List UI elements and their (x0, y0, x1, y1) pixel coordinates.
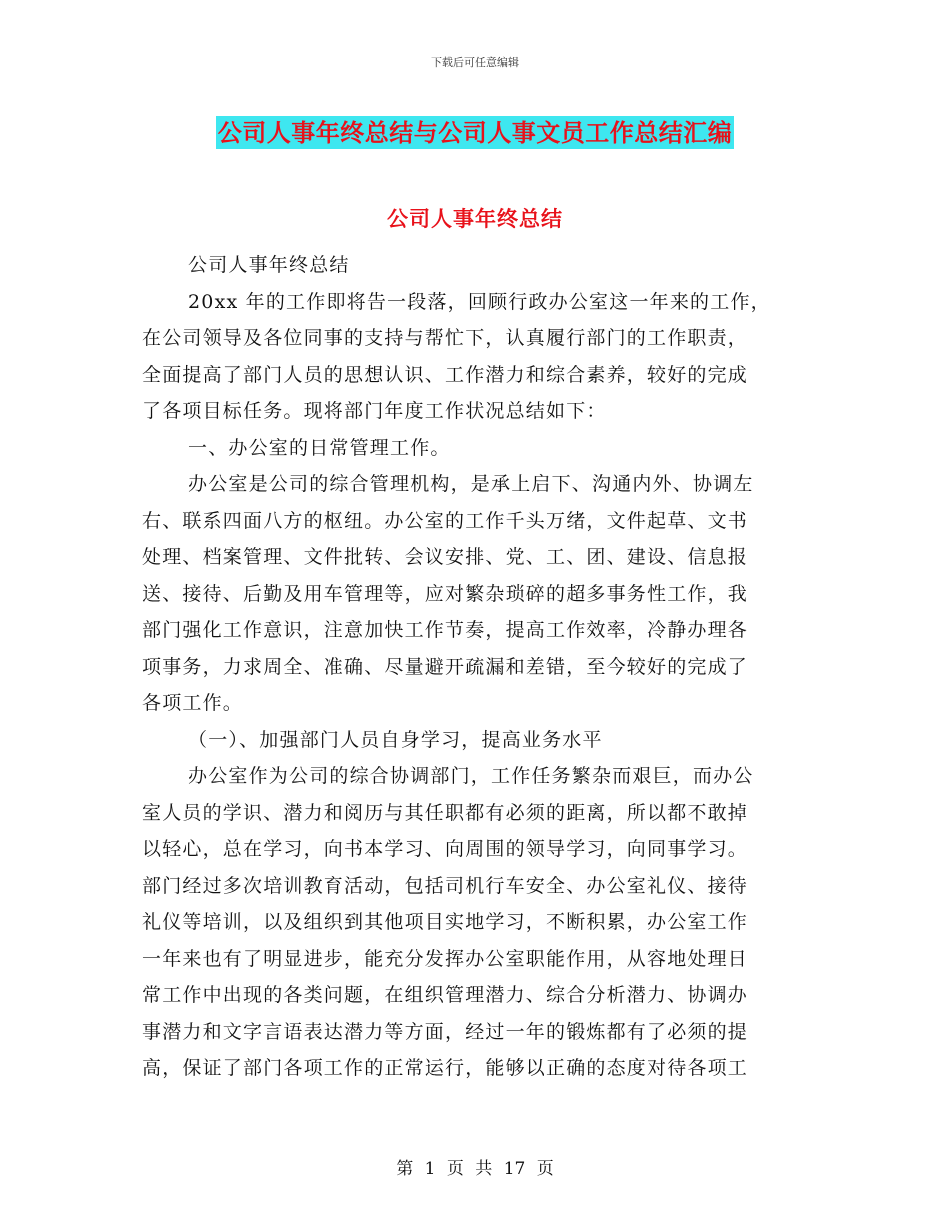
paragraph-line: 公司人事年终总结 (188, 254, 350, 276)
paragraph-line: 事潜力和文字言语表达潜力等方面，经过一年的锻炼都有了必须的提 (142, 1020, 749, 1043)
paragraph-line: 办公室作为公司的综合协调部门，工作任务繁杂而艰巨，而办公 (188, 765, 754, 787)
paragraph-line: 礼仪等培训，以及组织到其他项目实地学习，不断积累，办公室工作 (142, 911, 749, 933)
paragraph-line: 常工作中出现的各类问题，在组织管理潜力、综合分析潜力、协调办 (142, 984, 749, 1006)
paragraph-line: 室人员的学识、潜力和阅历与其任职都有必须的距离，所以都不敢掉 (142, 801, 749, 824)
paragraph-line: 部门强化工作意识，注意加快工作节奏，提高工作效率，冷静办理各 (142, 619, 749, 641)
page-footer: 第 1 页 共 17 页 (396, 1159, 554, 1179)
paragraph-line: 办公室是公司的综合管理机构，是承上启下、沟通内外、协调左 (188, 473, 754, 495)
section-title: 公司人事年终总结 (387, 206, 563, 231)
paragraph-line: 高，保证了部门各项工作的正常运行，能够以正确的态度对待各项工 (142, 1057, 749, 1079)
document-title-text: 公司人事年终总结与公司人事文员工作总结汇编 (217, 118, 733, 147)
paragraph-line: 一年来也有了明显进步，能充分发挥办公室职能作用，从容地处理日 (142, 947, 749, 970)
paragraph-line: 右、联系四面八方的枢纽。办公室的工作千头万绪，文件起草、文书 (142, 509, 749, 532)
paragraph-line: 全面提高了部门人员的思想认识、工作潜力和综合素养，较好的完成 (142, 363, 749, 386)
paragraph-line: 各项工作。 (142, 692, 244, 714)
paragraph-line: 项事务，力求周全、准确、尽量避开疏漏和差错，至今较好的完成了 (142, 655, 749, 678)
document-title (0, 113, 950, 148)
section-heading-line: （一）、加强部门人员自身学习，提高业务水平 (188, 728, 603, 751)
paragraph-line: 送、接待、后勤及用车管理等，应对繁杂琐碎的超多事务性工作，我 (142, 582, 749, 605)
paragraph-line: 部门经过多次培训教育活动，包括司机行车安全、办公室礼仪、接待 (142, 874, 749, 897)
paragraph-line: 处理、档案管理、文件批转、会议安排、党、工、团、建设、信息报 (142, 546, 749, 568)
paragraph-line: 以轻心，总在学习，向书本学习、向周围的领导学习，向同事学习。 (142, 838, 749, 860)
paragraph-line: 在公司领导及各位同事的支持与帮忙下，认真履行部门的工作职责， (142, 327, 749, 349)
paragraph-line: 了各项目标任务。现将部门年度工作状况总结如下： (142, 400, 607, 422)
body-text (142, 247, 794, 1087)
paragraph-line: 20xx 年的工作即将告一段落，回顾行政办公室这一年来的工作， (188, 290, 771, 313)
section-heading-line: 一、办公室的日常管理工作。 (188, 436, 451, 459)
header-note: 下载后可任意编辑 (431, 56, 519, 69)
